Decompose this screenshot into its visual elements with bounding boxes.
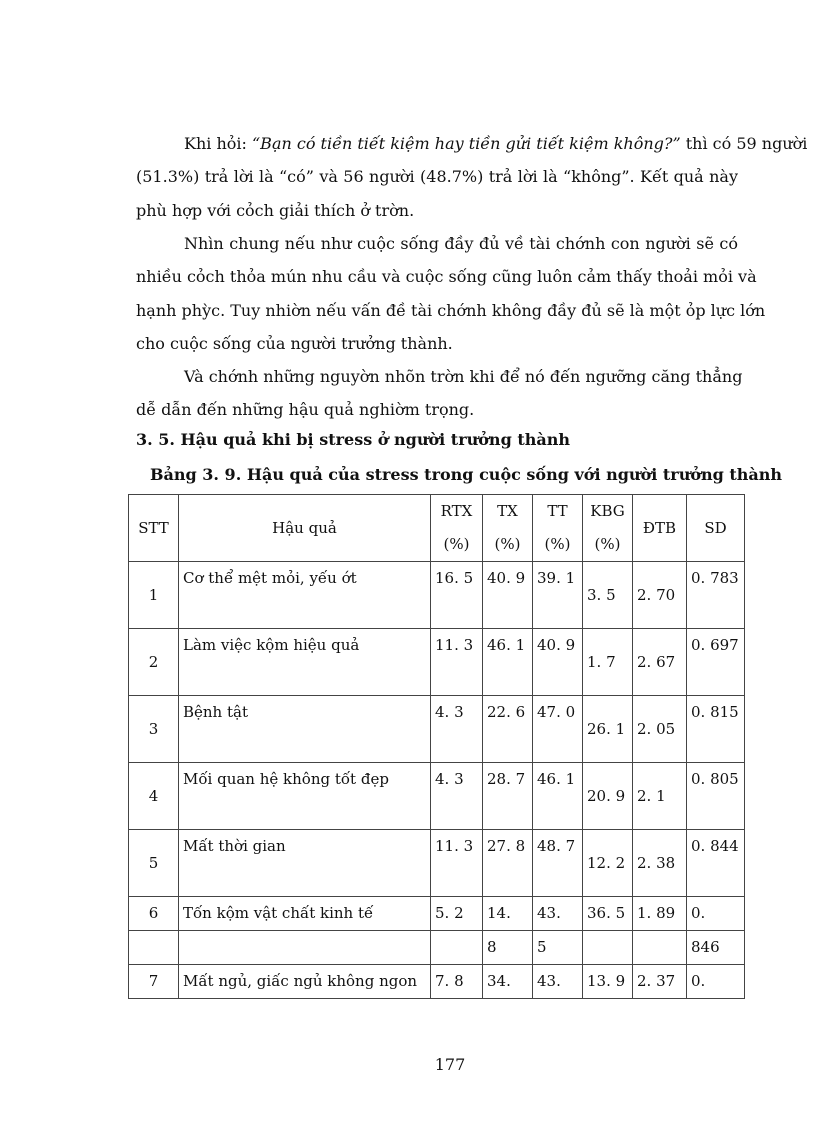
cell-tx: 27. 8 xyxy=(483,830,533,897)
cell-tt-continued: 5 xyxy=(533,931,583,965)
cell-consequence: Bệnh tật xyxy=(179,696,431,763)
cell-rtx: 5. 2 xyxy=(431,897,483,931)
cell-dtb: 2. 05 xyxy=(633,696,687,763)
cell-rtx: 11. 3 xyxy=(431,629,483,696)
cell-consequence: Tốn kộm vật chất kinh tế xyxy=(179,897,431,931)
text-run: Khi hỏi: xyxy=(184,134,252,153)
cell-empty xyxy=(431,931,483,965)
cell-dtb: 2. 37 xyxy=(633,965,687,999)
cell-stt: 4 xyxy=(129,763,179,830)
cell-rtx: 11. 3 xyxy=(431,830,483,897)
cell-kbg: 12. 2 xyxy=(583,830,633,897)
cell-empty xyxy=(633,931,687,965)
table-caption: Bảng 3. 9. Hậu quả của stress trong cuộc sống với người trưởng thành xyxy=(150,465,783,484)
cell-sd: 0. xyxy=(687,897,745,931)
paragraph-line: hạnh phỳc. Tuy nhiờn nếu vấn đề tài chớnh không đầy đủ sẽ là một ỏp lực lớn xyxy=(136,300,766,320)
cell-tt: 43. xyxy=(533,897,583,931)
cell-kbg: 1. 7 xyxy=(583,629,633,696)
cell-tx: 46. 1 xyxy=(483,629,533,696)
cell-stt: 7 xyxy=(129,965,179,999)
cell-stt: 2 xyxy=(129,629,179,696)
cell-kbg: 36. 5 xyxy=(583,897,633,931)
cell-empty xyxy=(129,931,179,965)
cell-tt: 40. 9 xyxy=(533,629,583,696)
text-run: thì có 59 người xyxy=(680,134,808,153)
table-row xyxy=(129,562,745,629)
cell-tt: 48. 7 xyxy=(533,830,583,897)
cell-stt: 1 xyxy=(129,562,179,629)
consequences-table xyxy=(128,494,745,999)
cell-consequence: Cơ thể mệt mỏi, yếu ớt xyxy=(179,562,431,629)
cell-sd: 0. 844 xyxy=(687,830,745,897)
paragraph-line: Nhìn chung nếu như cuộc sống đầy đủ về tài chớnh con người sẽ có xyxy=(184,234,738,253)
cell-kbg: 13. 9 xyxy=(583,965,633,999)
cell-tx: 28. 7 xyxy=(483,763,533,830)
cell-consequence: Làm việc kộm hiệu quả xyxy=(179,629,431,696)
cell-rtx: 7. 8 xyxy=(431,965,483,999)
cell-tx: 40. 9 xyxy=(483,562,533,629)
header-dtb: ĐTB xyxy=(633,495,687,562)
survey-question: “Bạn có tiền tiết kiệm hay tiền gửi tiết kiệm không?” xyxy=(252,134,681,153)
header-tx: TX (%) xyxy=(483,495,533,562)
cell-tt: 39. 1 xyxy=(533,562,583,629)
header-stt: STT xyxy=(129,495,179,562)
table-row xyxy=(129,696,745,763)
cell-dtb: 2. 1 xyxy=(633,763,687,830)
table-header-row xyxy=(129,495,745,562)
header-consequence: Hậu quả xyxy=(179,495,431,562)
cell-sd: 0. 815 xyxy=(687,696,745,763)
paragraph-line xyxy=(136,127,808,160)
cell-tx: 34. xyxy=(483,965,533,999)
cell-rtx: 4. 3 xyxy=(431,696,483,763)
cell-tx: 14. xyxy=(483,897,533,931)
header-sd: SD xyxy=(687,495,745,562)
header-tt: TT (%) xyxy=(533,495,583,562)
section-heading: 3. 5. Hậu quả khi bị stress ở người trưởng thành xyxy=(136,430,570,449)
paragraph-savings xyxy=(136,127,808,227)
cell-consequence: Mất thời gian xyxy=(179,830,431,897)
cell-sd: 0. 697 xyxy=(687,629,745,696)
paragraph-finance xyxy=(136,227,766,360)
cell-dtb: 1. 89 xyxy=(633,897,687,931)
paragraph-line: cho cuộc sống của người trưởng thành. xyxy=(136,333,453,353)
cell-sd: 0. 783 xyxy=(687,562,745,629)
cell-empty xyxy=(583,931,633,965)
cell-dtb: 2. 67 xyxy=(633,629,687,696)
table-row-continuation xyxy=(129,931,745,965)
cell-sd: 0. xyxy=(687,965,745,999)
cell-stt: 3 xyxy=(129,696,179,763)
paragraph-line: nhiều cỏch thỏa mún nhu cầu và cuộc sống cũng luôn cảm thấy thoải mỏi và xyxy=(136,267,757,287)
cell-tt: 47. 0 xyxy=(533,696,583,763)
cell-dtb: 2. 38 xyxy=(633,830,687,897)
header-rtx: RTX (%) xyxy=(431,495,483,562)
cell-tx-continued: 8 xyxy=(483,931,533,965)
table-row xyxy=(129,763,745,830)
table-row xyxy=(129,965,745,999)
cell-tx: 22. 6 xyxy=(483,696,533,763)
paragraph-line: (51.3%) trả lời là “có” và 56 người (48.7%) trả lời là “không”. Kết quả này xyxy=(136,167,738,187)
cell-rtx: 4. 3 xyxy=(431,763,483,830)
table-row xyxy=(129,897,745,931)
paragraph-causes xyxy=(136,360,743,427)
table-row xyxy=(129,629,745,696)
cell-tt: 46. 1 xyxy=(533,763,583,830)
header-kbg: KBG (%) xyxy=(583,495,633,562)
cell-sd: 0. 805 xyxy=(687,763,745,830)
paragraph-line: dễ dẫn đến những hậu quả nghiờm trọng. xyxy=(136,400,475,420)
cell-kbg: 26. 1 xyxy=(583,696,633,763)
cell-kbg: 3. 5 xyxy=(583,562,633,629)
table-row xyxy=(129,830,745,897)
cell-stt: 6 xyxy=(129,897,179,931)
cell-empty xyxy=(179,931,431,965)
paragraph-line: Và chớnh những nguyờn nhõn trờn khi để nó đến ngưỡng căng thẳng xyxy=(184,367,743,386)
cell-consequence: Mất ngủ, giấc ngủ không ngon xyxy=(179,965,431,999)
cell-dtb: 2. 70 xyxy=(633,562,687,629)
cell-kbg: 20. 9 xyxy=(583,763,633,830)
cell-stt: 5 xyxy=(129,830,179,897)
cell-rtx: 16. 5 xyxy=(431,562,483,629)
page-number: 177 xyxy=(434,1055,466,1074)
cell-sd-continued: 846 xyxy=(687,931,745,965)
paragraph-line: phù hợp với cỏch giải thích ở trờn. xyxy=(136,200,415,220)
cell-tt: 43. xyxy=(533,965,583,999)
cell-consequence: Mối quan hệ không tốt đẹp xyxy=(179,763,431,830)
